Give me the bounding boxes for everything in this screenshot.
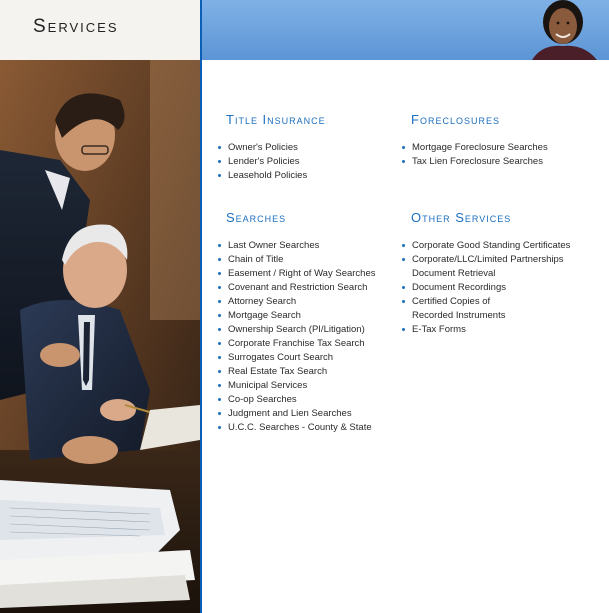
list-item: Municipal Services	[218, 379, 376, 393]
list-item: Surrogates Court Search	[218, 351, 376, 365]
bullet-icon	[402, 300, 405, 303]
list-item: Corporate Good Standing Certificates	[402, 239, 570, 253]
bullet-icon	[218, 398, 221, 401]
list-foreclosures	[402, 141, 548, 169]
list-item: Mortgage Foreclosure Searches	[402, 141, 548, 155]
bullet-icon	[218, 146, 221, 149]
bullet-icon	[218, 412, 221, 415]
bullet-icon	[218, 342, 221, 345]
title-band	[0, 0, 200, 60]
bullet-icon	[218, 160, 221, 163]
list-item: Lender's Policies	[218, 155, 307, 169]
vertical-divider	[200, 0, 202, 613]
bullet-icon	[402, 258, 405, 261]
bullet-icon	[218, 286, 221, 289]
list-item: Leasehold Policies	[218, 169, 307, 183]
bullet-icon	[218, 328, 221, 331]
list-item: Co-op Searches	[218, 393, 376, 407]
heading-foreclosures: Foreclosures	[411, 112, 500, 127]
list-item: Corporate Franchise Tax Search	[218, 337, 376, 351]
page-title: Services	[33, 16, 119, 37]
heading-searches: Searches	[226, 210, 287, 225]
list-item: Last Owner Searches	[218, 239, 376, 253]
bullet-icon	[402, 286, 405, 289]
list-item: Document Recordings	[402, 281, 570, 295]
businessmen-illustration	[0, 60, 200, 613]
list-item-continuation: Recorded Instruments	[412, 310, 506, 321]
list-searches	[218, 239, 376, 435]
list-item: Covenant and Restriction Search	[218, 281, 376, 295]
bullet-icon	[402, 244, 405, 247]
woman-portrait	[202, 0, 609, 60]
bullet-icon	[402, 146, 405, 149]
list-item: Easement / Right of Way Searches	[218, 267, 376, 281]
heading-other-services: Other Services	[411, 210, 512, 225]
list-item: Owner's Policies	[218, 141, 307, 155]
bullet-icon	[218, 174, 221, 177]
bullet-icon	[218, 272, 221, 275]
list-other-services	[402, 239, 570, 337]
list-item: U.C.C. Searches - County & State	[218, 421, 376, 435]
list-item: Corporate/LLC/Limited Partnerships	[402, 253, 570, 267]
bullet-icon	[218, 356, 221, 359]
list-item: Ownership Search (PI/Litigation)	[218, 323, 376, 337]
bullet-icon	[218, 384, 221, 387]
list-item: Judgment and Lien Searches	[218, 407, 376, 421]
bullet-icon	[218, 370, 221, 373]
list-item: Mortgage Search	[218, 309, 376, 323]
bullet-icon	[218, 258, 221, 261]
bullet-icon	[218, 314, 221, 317]
list-item: Tax Lien Foreclosure Searches	[402, 155, 548, 169]
list-item: Chain of Title	[218, 253, 376, 267]
bullet-icon	[402, 328, 405, 331]
businessmen-photo	[0, 60, 200, 613]
bullet-icon	[218, 426, 221, 429]
list-item: Real Estate Tax Search	[218, 365, 376, 379]
list-title-insurance	[218, 141, 307, 183]
header-banner	[202, 0, 609, 60]
list-item: Attorney Search	[218, 295, 376, 309]
list-item-continuation: Document Retrieval	[412, 268, 496, 279]
list-item: Certified Copies of	[402, 295, 570, 309]
heading-title-insurance: Title Insurance	[226, 112, 326, 127]
list-item: E-Tax Forms	[402, 323, 570, 337]
bullet-icon	[218, 244, 221, 247]
bullet-icon	[402, 160, 405, 163]
bullet-icon	[218, 300, 221, 303]
